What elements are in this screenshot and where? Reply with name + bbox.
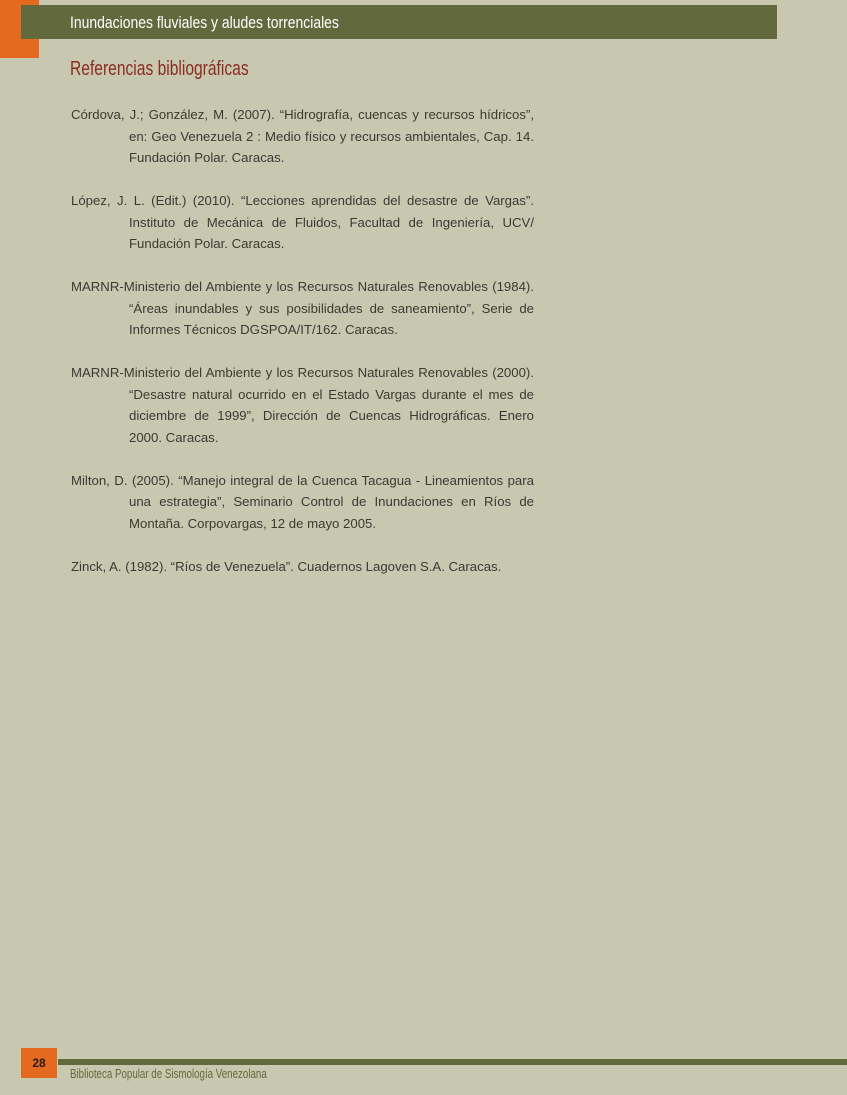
page-number: 28 [32,1056,46,1070]
reference-item: MARNR-Ministerio del Ambiente y los Recursos Naturales Renovables (2000). “Desastre natural ocurrido en el Estado Vargas durante el mes de diciembre de 1999”, Dirección de Cuencas Hidrográficas. Enero 2000. Caracas. [71,365,534,445]
reference-item: Zinck, A. (1982). “Ríos de Venezuela”. Cuadernos Lagoven S.A. Caracas. [71,558,502,574]
section-title: Referencias bibliográficas [70,58,249,80]
reference-item: MARNR-Ministerio del Ambiente y los Recursos Naturales Renovables (1984). “Áreas inundables y sus posibilidades de saneamiento”, Serie de Informes Técnicos DGSPOA/IT/162. Caracas. [71,279,534,337]
reference-item: Córdova, J.; González, M. (2007). “Hidrografía, cuencas y recursos hídricos”, en: Geo Venezuela 2 : Medio físico y recursos ambientales, Cap. 14. Fundación Polar. Caracas. [71,107,534,165]
reference-list [71,104,534,599]
reference-item: López, J. L. (Edit.) (2010). “Lecciones aprendidas del desastre de Vargas”. Instituto de Mecánica de Fluidos, Facultad de Ingeniería, UCV/ Fundación Polar. Caracas. [71,193,534,251]
footer-rule [58,1059,847,1065]
footer-publication-title: Biblioteca Popular de Sismología Venezolana [70,1066,267,1081]
reference-item: Milton, D. (2005). “Manejo integral de la Cuenca Tacagua - Lineamientos para una estrategia”, Seminario Control de Inundaciones en Ríos de Montaña. Corpovargas, 12 de mayo 2005. [71,472,534,531]
running-header-title: Inundaciones fluviales y aludes torrenciales [70,13,339,32]
